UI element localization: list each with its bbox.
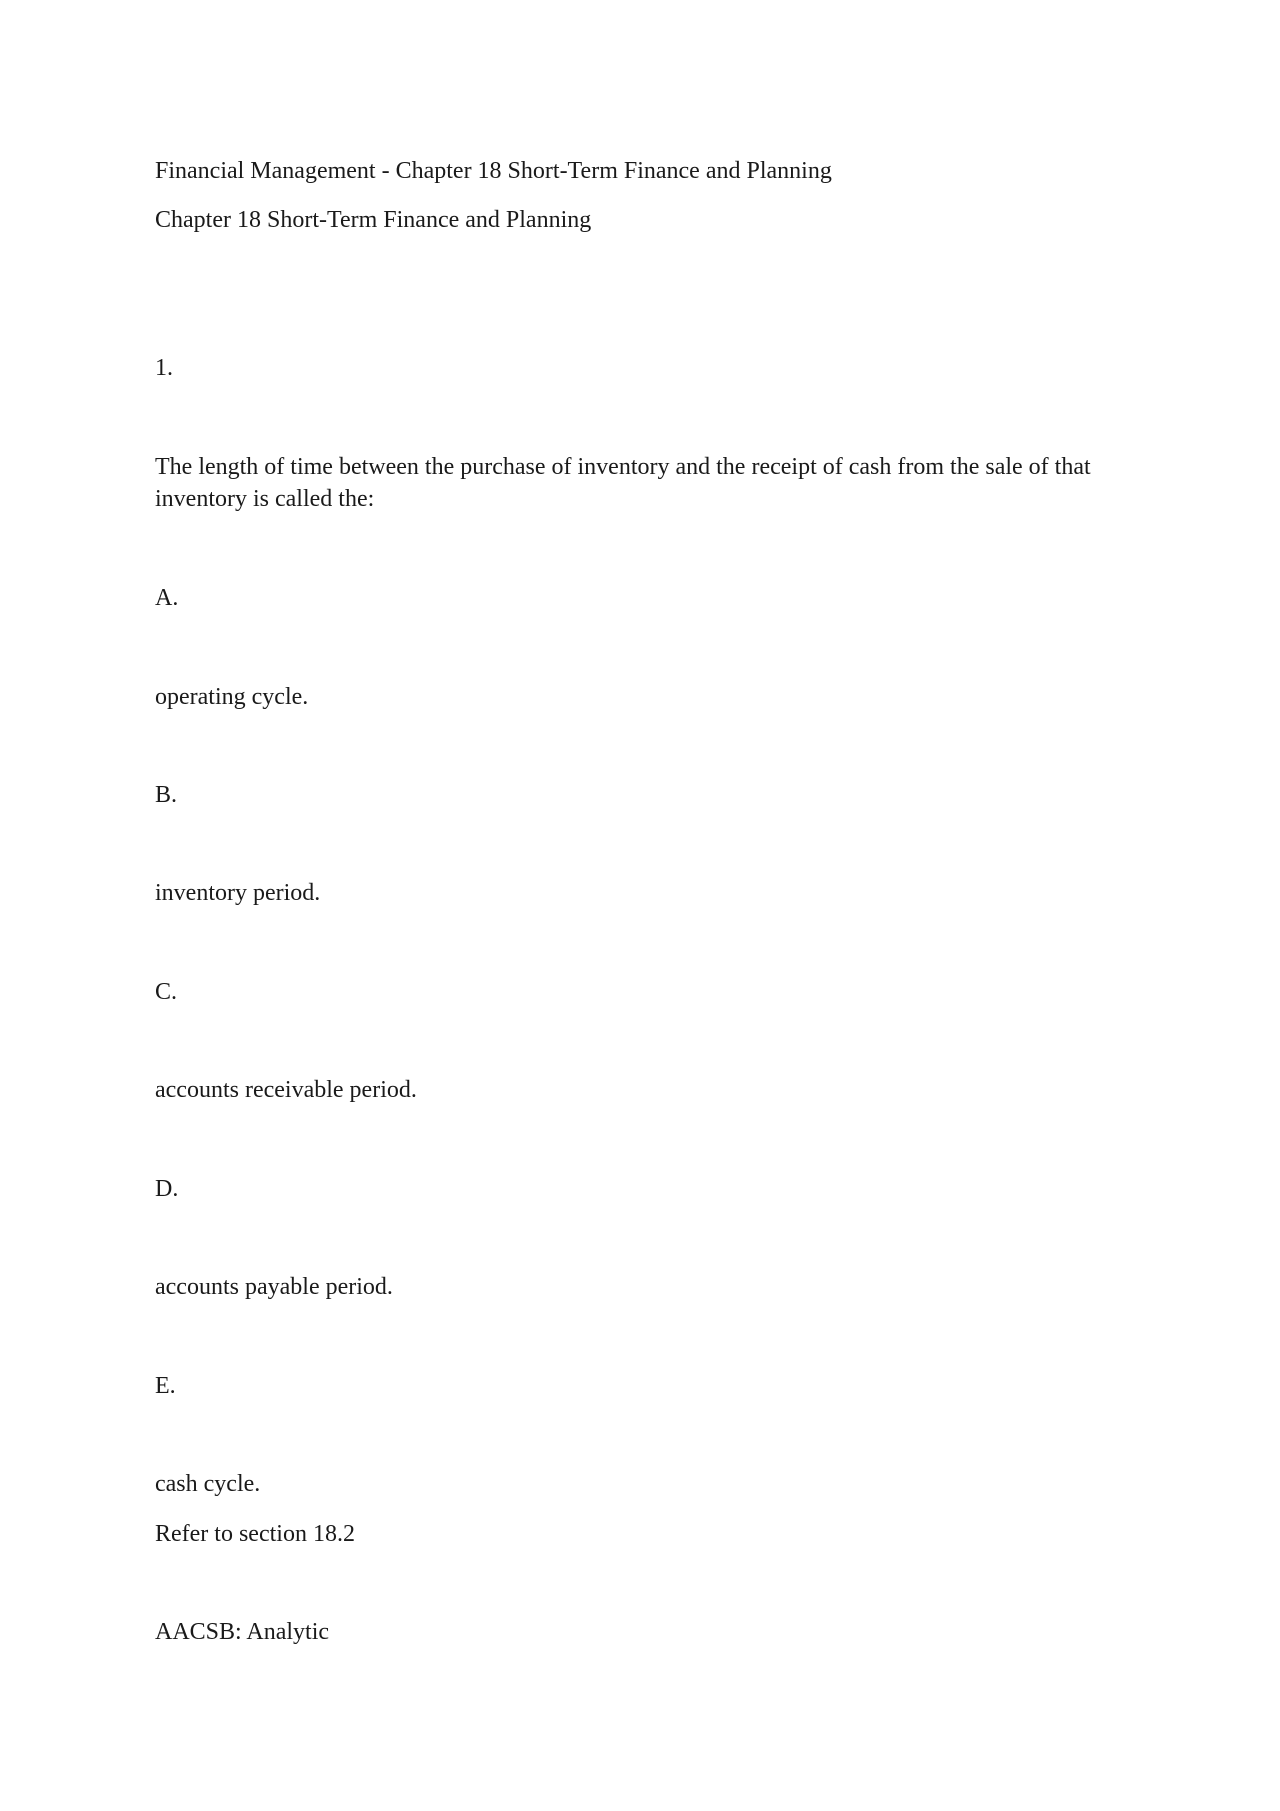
option-b-letter: B. <box>155 782 178 808</box>
section-reference: Refer to section 18.2 <box>155 1521 355 1547</box>
option-b-text: inventory period. <box>155 880 321 906</box>
option-e-text: cash cycle. <box>155 1471 261 1497</box>
document-subtitle: Chapter 18 Short-Term Finance and Planning <box>155 207 592 233</box>
option-c-letter: C. <box>155 979 178 1005</box>
question-text: The length of time between the purchase of inventory and the receipt of cash from the sale of that inventory is called the: <box>155 454 1091 512</box>
option-a-text: operating cycle. <box>155 684 309 710</box>
option-d-text: accounts payable period. <box>155 1274 393 1300</box>
question-number: 1. <box>155 355 173 381</box>
option-e-letter: E. <box>155 1373 176 1399</box>
aacsb-tag: AACSB: Analytic <box>155 1619 330 1645</box>
option-d-letter: D. <box>155 1176 179 1202</box>
option-c-text: accounts receivable period. <box>155 1077 417 1103</box>
document-title: Financial Management - Chapter 18 Short-Term Finance and Planning <box>155 158 832 184</box>
option-a-letter: A. <box>155 585 179 611</box>
